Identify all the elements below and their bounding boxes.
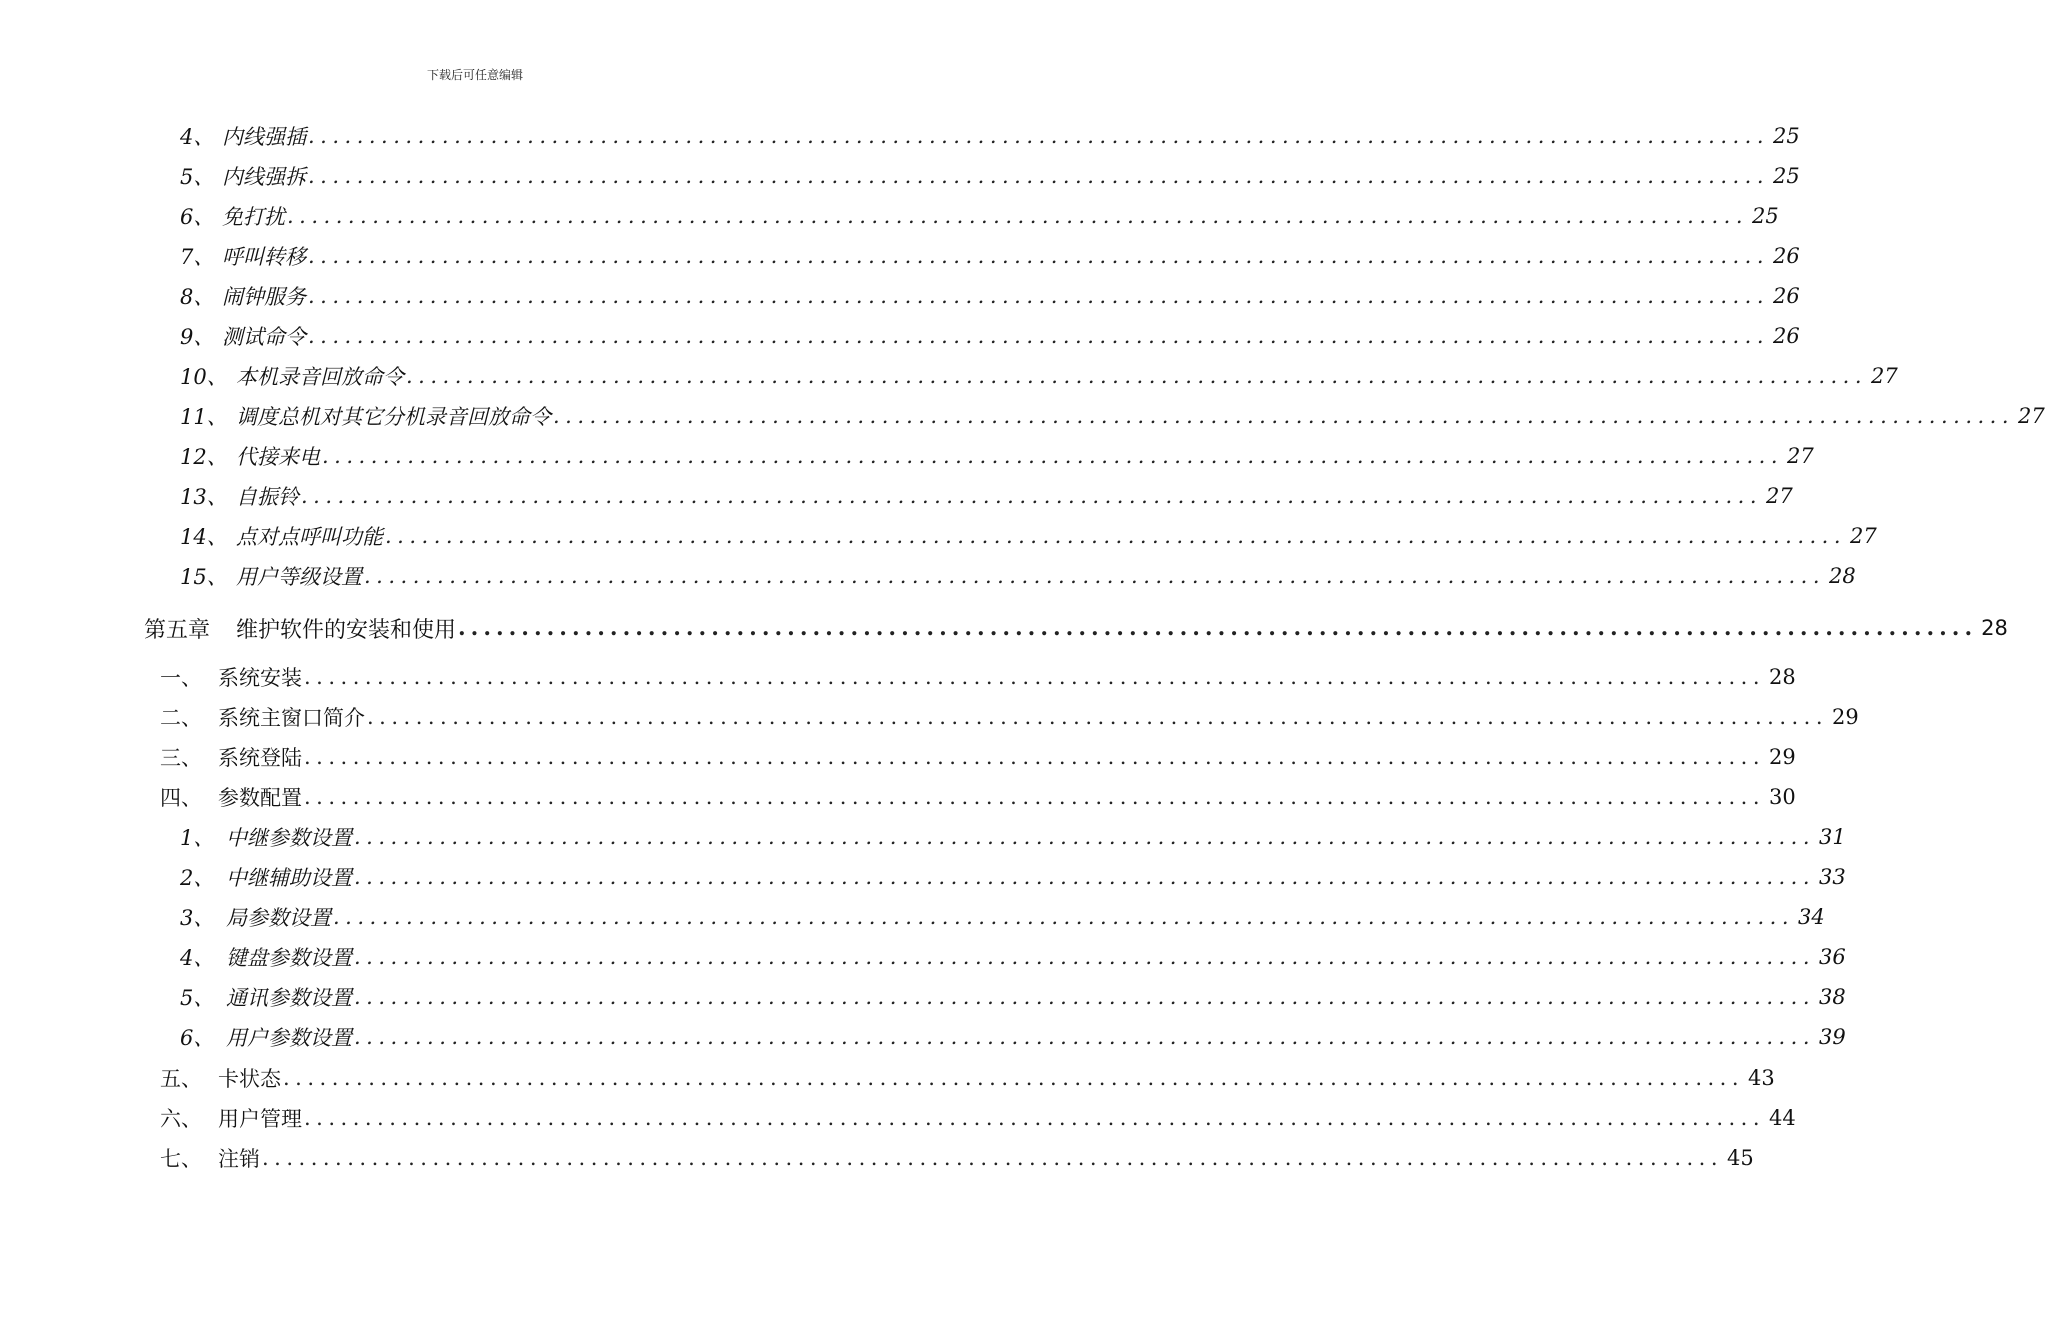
toc-chapter-title: 维护软件的安装和使用 xyxy=(236,617,457,643)
toc-entry[interactable] xyxy=(0,937,1846,977)
toc-leader-dots: ........................................................................................................................ xyxy=(283,1066,1745,1090)
toc-leader-dots: ........................................................................................................................ xyxy=(406,364,1868,388)
toc-entry-page: 25 xyxy=(1773,124,1800,148)
toc-entry-number: 4、 xyxy=(180,946,215,970)
toc-leader-dots: ........................................................................................................................ xyxy=(354,985,1816,1009)
header-note: 下载后可任意编辑 xyxy=(426,68,523,82)
toc-section-entry[interactable] xyxy=(0,737,1796,777)
toc-entry-title: 卡状态 xyxy=(218,1067,281,1091)
toc-entry-number: 6、 xyxy=(180,205,215,229)
toc-entry-page: 27 xyxy=(1871,364,1898,388)
toc-section-entry[interactable] xyxy=(0,1098,1796,1138)
toc-entry-title: 注销 xyxy=(218,1147,260,1171)
toc-entry[interactable] xyxy=(0,476,1793,516)
toc-entry-page: 38 xyxy=(1819,985,1846,1009)
toc-entry-title: 内线强拆 xyxy=(222,165,306,189)
toc-chapter-page: 28 xyxy=(1981,616,2008,640)
toc-entry-title: 本机录音回放命令 xyxy=(236,365,404,389)
toc-entry-number: 5、 xyxy=(180,165,215,189)
toc-entry-title: 中继参数设置 xyxy=(226,826,352,850)
toc-entry-page: 34 xyxy=(1798,905,1825,929)
toc-entry-number: 3、 xyxy=(180,906,215,930)
toc-entry-number: 15、 xyxy=(180,565,228,589)
toc-leader-dots: ........................................................................................................................ xyxy=(287,204,1749,228)
toc-leader-dots: ........................................................................................................................ xyxy=(308,244,1770,268)
toc-entry-number: 7、 xyxy=(180,245,215,269)
toc-entry-number: 六、 xyxy=(160,1107,202,1131)
toc-entry-page: 28 xyxy=(1829,564,1856,588)
toc-entry-number: 1、 xyxy=(180,826,215,850)
toc-entry-number: 10、 xyxy=(180,365,228,389)
toc-entry-page: 30 xyxy=(1769,785,1796,809)
toc-entry-page: 27 xyxy=(2018,404,2045,428)
toc-entry[interactable] xyxy=(0,156,1800,196)
toc-entry-number: 13、 xyxy=(180,485,228,509)
toc-entry-number: 五、 xyxy=(160,1067,202,1091)
toc-entry-number: 4、 xyxy=(180,125,215,149)
toc-entry[interactable] xyxy=(0,977,1846,1017)
toc-entry[interactable] xyxy=(0,116,1800,156)
toc-entry[interactable] xyxy=(0,817,1846,857)
toc-entry-page: 25 xyxy=(1752,204,1779,228)
toc-entry-title: 用户管理 xyxy=(218,1107,302,1131)
toc-entry-title: 闹钟服务 xyxy=(222,285,306,309)
toc-entry[interactable] xyxy=(0,276,1800,316)
toc-entry-number: 5、 xyxy=(180,986,215,1010)
toc-entry-number: 14、 xyxy=(180,525,228,549)
toc-entry[interactable] xyxy=(0,1017,1846,1057)
toc-entry-page: 39 xyxy=(1819,1025,1846,1049)
toc-entry-page: 27 xyxy=(1850,524,1877,548)
toc-chapter-entry[interactable] xyxy=(0,608,2008,648)
toc-entry-title: 局参数设置 xyxy=(226,906,331,930)
toc-entry-title: 参数配置 xyxy=(218,786,302,810)
toc-entry-page: 26 xyxy=(1773,244,1800,268)
toc-entry-number: 三、 xyxy=(160,746,202,770)
toc-entry-page: 36 xyxy=(1819,945,1846,969)
toc-entry-title: 点对点呼叫功能 xyxy=(236,525,383,549)
toc-entry-title: 用户等级设置 xyxy=(236,565,362,589)
toc-entry-title: 系统主窗口简介 xyxy=(218,706,365,730)
toc-entry-page: 25 xyxy=(1773,164,1800,188)
toc-entry-title: 系统安装 xyxy=(218,666,302,690)
toc-entry-title: 中继辅助设置 xyxy=(226,866,352,890)
toc-leader-dots: ........................................................................................................................ xyxy=(308,324,1770,348)
toc-entry-page: 29 xyxy=(1832,705,1859,729)
toc-entry[interactable] xyxy=(0,516,1877,556)
toc-entry-title: 内线强插 xyxy=(222,125,306,149)
toc-leader-dots: ........................................................................................................................ xyxy=(308,124,1770,148)
toc-entry[interactable] xyxy=(0,396,2045,436)
toc-entry-title: 测试命令 xyxy=(222,325,306,349)
toc-leader-dots: ........................................................................................................................ xyxy=(304,665,1766,689)
toc-entry-page: 31 xyxy=(1819,825,1846,849)
toc-entry-title: 调度总机对其它分机录音回放命令 xyxy=(236,405,551,429)
toc-entry-page: 44 xyxy=(1769,1106,1796,1130)
toc-entry[interactable] xyxy=(0,196,1779,236)
toc-chapter-number: 第五章 xyxy=(144,617,211,643)
toc-entry-title: 呼叫转移 xyxy=(222,245,306,269)
toc-section-entry[interactable] xyxy=(0,1058,1775,1098)
toc-entry[interactable] xyxy=(0,356,1898,396)
toc-entry-number: 七、 xyxy=(160,1147,202,1171)
toc-leader-dots: ........................................................................................................................ xyxy=(367,705,1829,729)
toc-section-entry[interactable] xyxy=(0,1138,1754,1178)
toc-entry-number: 一、 xyxy=(160,666,202,690)
toc-entry-title: 键盘参数设置 xyxy=(226,946,352,970)
toc-entry-number: 12、 xyxy=(180,445,228,469)
toc-leader-dots: ........................................................................................................................ xyxy=(304,745,1766,769)
toc-entry-page: 27 xyxy=(1766,484,1793,508)
toc-leader-dots: ........................................................................................................................ xyxy=(308,284,1770,308)
toc-entry-number: 9、 xyxy=(180,325,215,349)
toc-entry[interactable] xyxy=(0,897,1825,937)
toc-leader-dots: ........................................................................................................................ xyxy=(385,524,1847,548)
toc-leader-dots: ........................................................................................................................ xyxy=(354,945,1816,969)
toc-entry[interactable] xyxy=(0,857,1846,897)
toc-entry-page: 26 xyxy=(1773,324,1800,348)
toc-entry-number: 2、 xyxy=(180,866,215,890)
toc-entry-title: 通讯参数设置 xyxy=(226,986,352,1010)
toc-leader-dots: ........................................................................................................................ xyxy=(304,1106,1766,1130)
toc-entry-number: 8、 xyxy=(180,285,215,309)
toc-entry-title: 免打扰 xyxy=(222,205,285,229)
toc-entry-page: 26 xyxy=(1773,284,1800,308)
toc-leader-dots: ........................................................................................................................ xyxy=(553,404,2015,428)
toc-entry-title: 系统登陆 xyxy=(218,746,302,770)
toc-entry[interactable] xyxy=(0,316,1800,356)
toc-leader-dots: ........................................................................................................................ xyxy=(458,615,1978,641)
toc-section-entry[interactable] xyxy=(0,777,1796,817)
toc-leader-dots: ........................................................................................................................ xyxy=(354,865,1816,889)
toc-section-entry[interactable] xyxy=(0,657,1796,697)
toc-entry[interactable] xyxy=(0,556,1856,596)
toc-entry-page: 29 xyxy=(1769,745,1796,769)
toc-leader-dots: ........................................................................................................................ xyxy=(301,484,1763,508)
toc-entry[interactable] xyxy=(0,436,1814,476)
toc-entry-number: 6、 xyxy=(180,1026,215,1050)
toc-entry-title: 用户参数设置 xyxy=(226,1026,352,1050)
toc-entry-title: 自振铃 xyxy=(236,485,299,509)
toc-leader-dots: ........................................................................................................................ xyxy=(262,1146,1724,1170)
toc-leader-dots: ........................................................................................................................ xyxy=(333,905,1795,929)
toc-entry-page: 45 xyxy=(1727,1146,1754,1170)
toc-entry[interactable] xyxy=(0,236,1800,276)
toc-leader-dots: ........................................................................................................................ xyxy=(354,825,1816,849)
toc-leader-dots: ........................................................................................................................ xyxy=(304,785,1766,809)
toc-leader-dots: ........................................................................................................................ xyxy=(364,564,1826,588)
toc-entry-page: 33 xyxy=(1819,865,1846,889)
toc-leader-dots: ........................................................................................................................ xyxy=(308,164,1770,188)
toc-entry-number: 二、 xyxy=(160,706,202,730)
toc-entry-page: 43 xyxy=(1748,1066,1775,1090)
toc-leader-dots: ........................................................................................................................ xyxy=(322,444,1784,468)
toc-entry-page: 27 xyxy=(1787,444,1814,468)
toc-entry-number: 四、 xyxy=(160,786,202,810)
toc-section-entry[interactable] xyxy=(0,697,1859,737)
toc-entry-title: 代接来电 xyxy=(236,445,320,469)
toc-entry-page: 28 xyxy=(1769,665,1796,689)
toc-entry-number: 11、 xyxy=(180,405,228,429)
toc-leader-dots: ........................................................................................................................ xyxy=(354,1025,1816,1049)
